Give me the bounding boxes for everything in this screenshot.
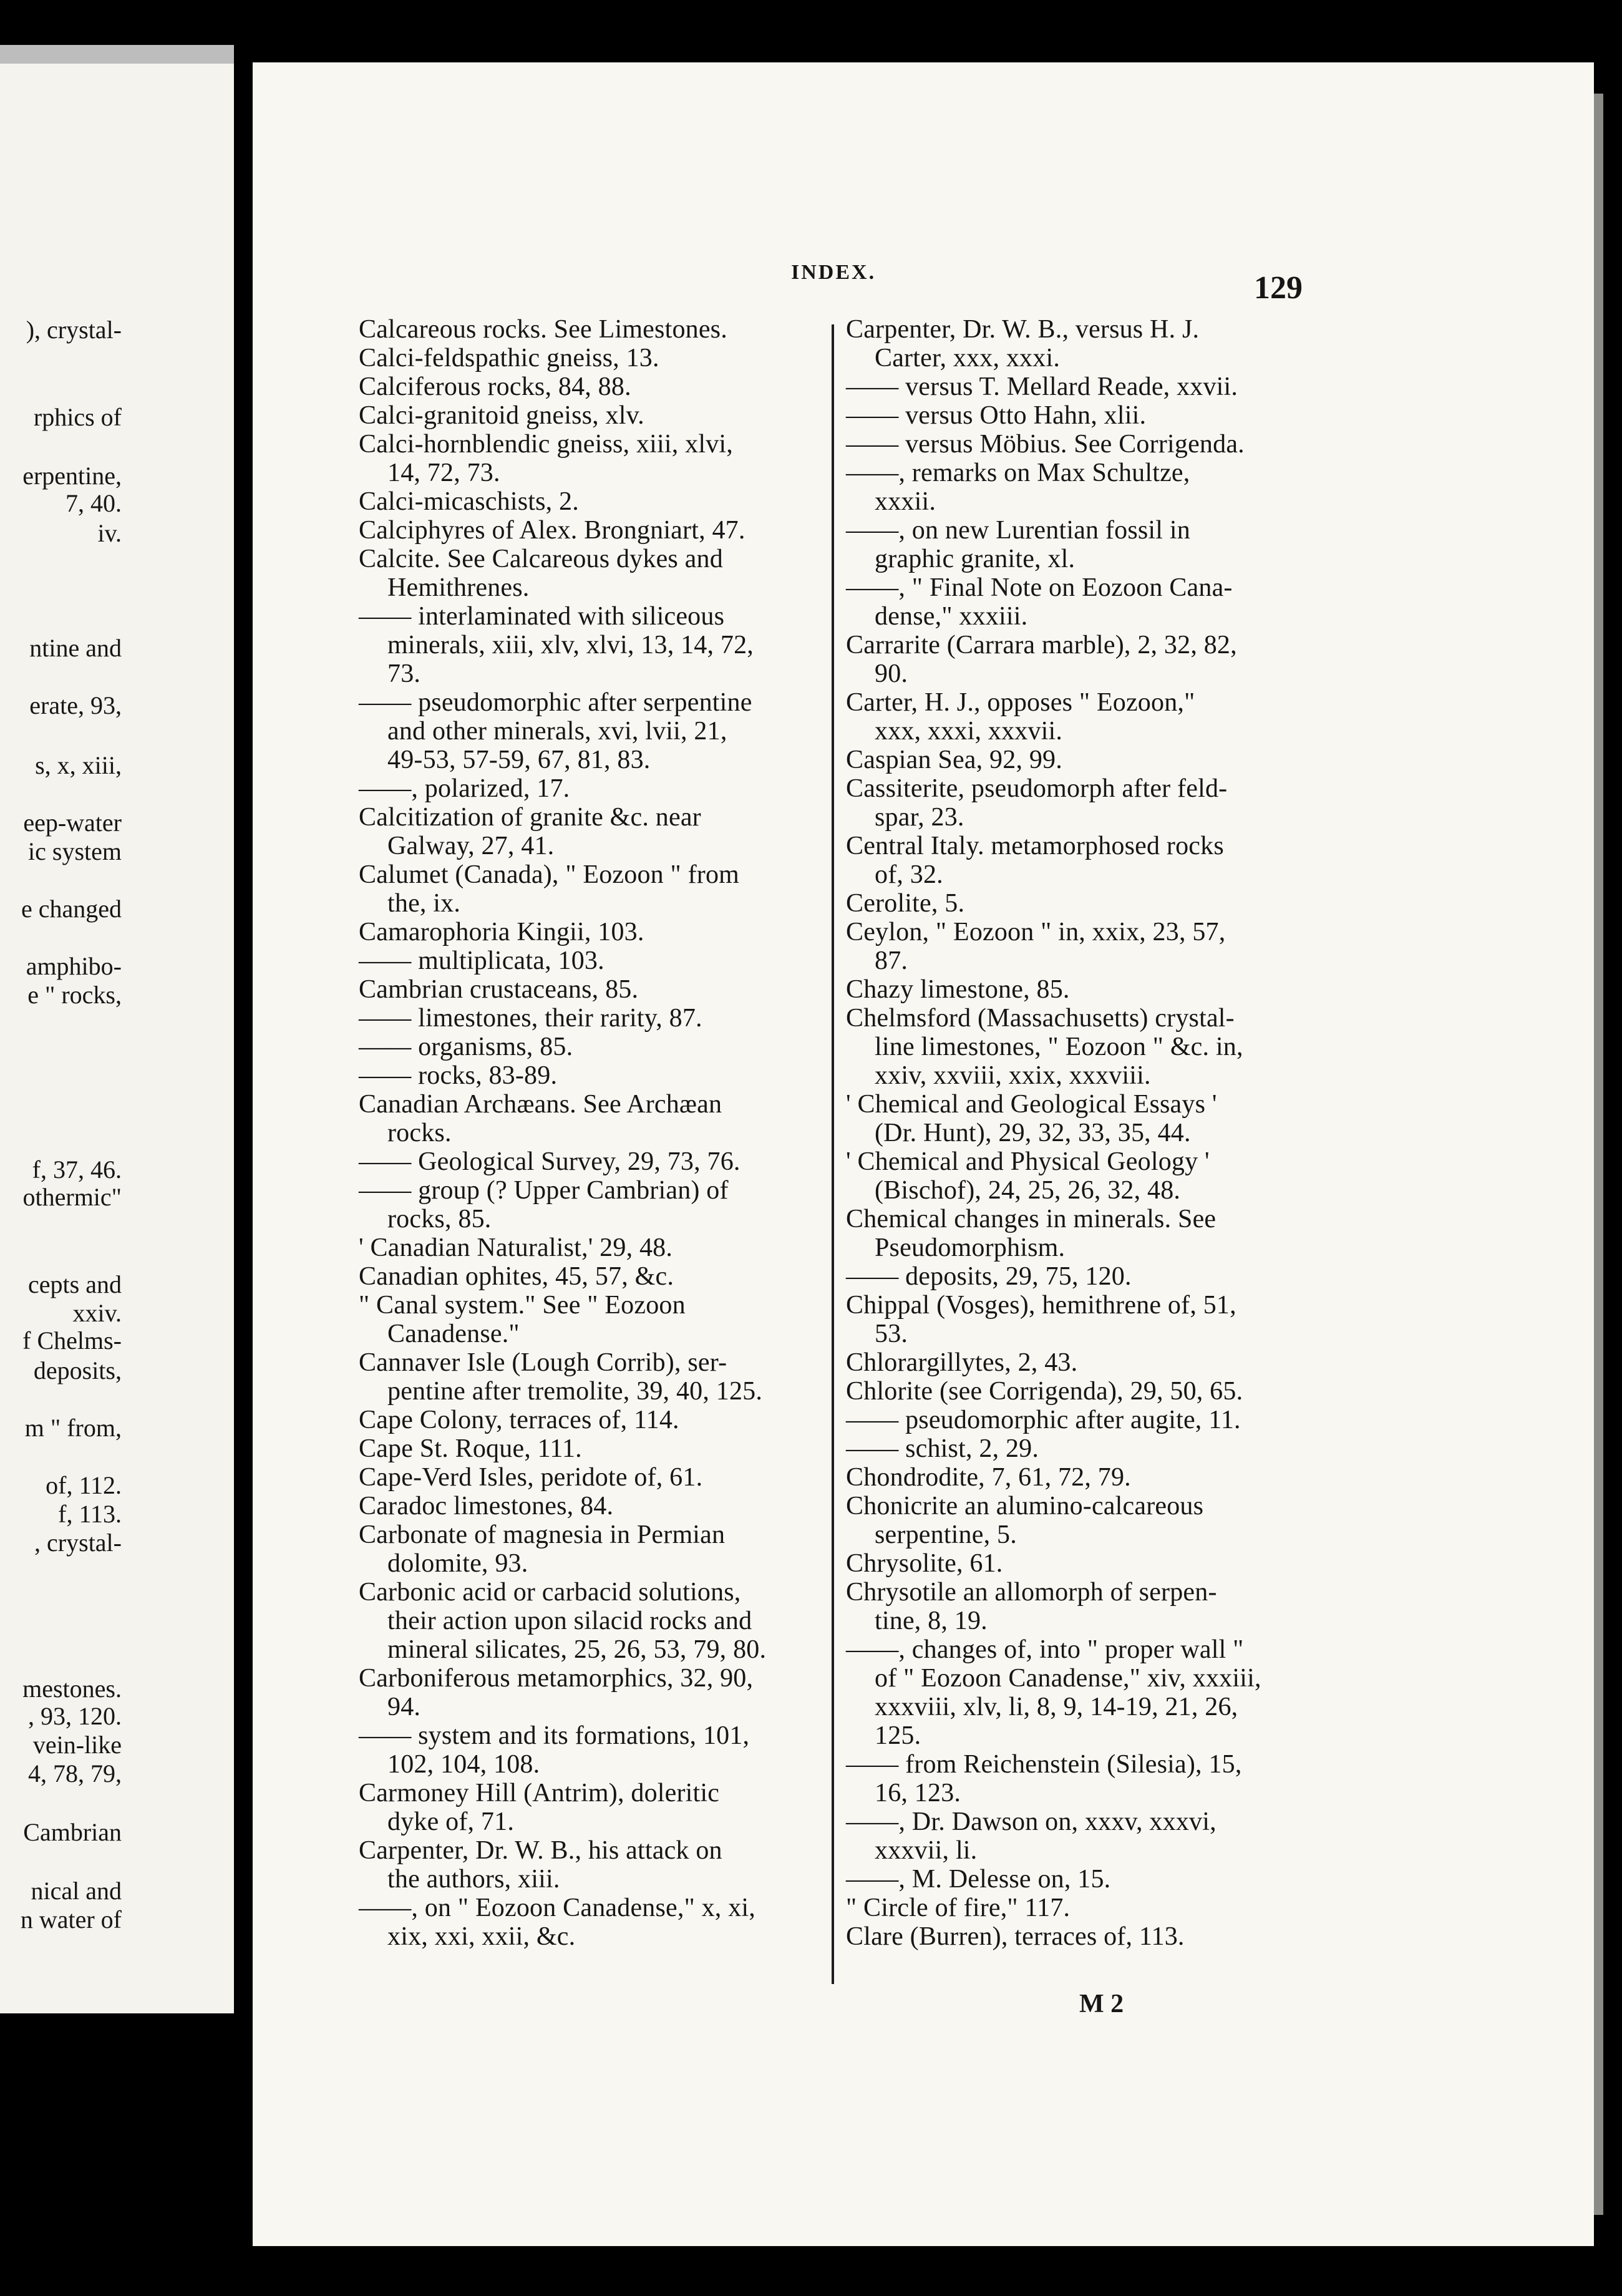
index-entry bbox=[359, 487, 766, 516]
page-number: 129 bbox=[1254, 270, 1303, 306]
index-entry-line: Cassiterite, pseudomorph after feld- bbox=[846, 774, 1228, 803]
left-page-line: Cambrian bbox=[23, 1818, 122, 1846]
index-entry bbox=[359, 1406, 766, 1434]
index-entry-line: Calci-granitoid gneiss, xlv. bbox=[359, 401, 644, 430]
index-entry-line: " Canal system." See " Eozoon bbox=[359, 1291, 686, 1320]
index-entry-line: Cape Colony, terraces of, 114. bbox=[359, 1406, 679, 1434]
left-page-line: erpentine, bbox=[22, 462, 122, 490]
index-entry-line: —— limestones, their rarity, 87. bbox=[359, 1004, 702, 1033]
index-entry-continuation: spar, 23. bbox=[875, 803, 964, 832]
index-entry-line: " Circle of fire," 117. bbox=[846, 1894, 1071, 1922]
index-entry-line: —— versus Möbius. See Corrigenda. bbox=[846, 430, 1245, 459]
index-entry bbox=[846, 1463, 1261, 1492]
index-entry bbox=[359, 1061, 766, 1090]
index-entry-continuation: their action upon silacid rocks and bbox=[387, 1607, 752, 1635]
index-entry-continuation: Hemithrenes. bbox=[387, 573, 530, 602]
index-entry bbox=[846, 1635, 1261, 1750]
index-entry-line: Calciferous rocks, 84, 88. bbox=[359, 372, 631, 401]
left-page-line: iv. bbox=[97, 519, 122, 547]
left-page-line: vein-like bbox=[32, 1731, 122, 1759]
index-entry-continuation: 49-53, 57-59, 67, 81, 83. bbox=[387, 746, 651, 774]
index-entry-line: Chlorargillytes, 2, 43. bbox=[846, 1348, 1078, 1377]
index-entry-continuation: serpentine, 5. bbox=[875, 1520, 1017, 1549]
index-entry-line: Chrysotile an allomorph of serpen- bbox=[846, 1578, 1217, 1607]
index-entry bbox=[359, 1721, 766, 1779]
index-entry bbox=[359, 1664, 766, 1721]
index-entry-continuation: 94. bbox=[387, 1693, 421, 1721]
index-entry-line: Central Italy. metamorphosed rocks bbox=[846, 832, 1224, 860]
index-entry bbox=[846, 1262, 1261, 1291]
index-entry bbox=[359, 774, 766, 803]
index-entry bbox=[846, 372, 1261, 401]
index-entry bbox=[846, 573, 1261, 631]
left-page-line: , crystal- bbox=[34, 1529, 122, 1557]
index-entry bbox=[846, 1549, 1261, 1578]
index-entry-continuation: dolomite, 93. bbox=[387, 1549, 528, 1578]
signature-mark: M 2 bbox=[1079, 1990, 1124, 2018]
left-page-line: nical and bbox=[31, 1877, 122, 1905]
index-entry-line: Clare (Burren), terraces of, 113. bbox=[846, 1922, 1185, 1951]
index-entry bbox=[359, 1578, 766, 1664]
index-column-right bbox=[846, 315, 1261, 1951]
index-entry-continuation: graphic granite, xl. bbox=[875, 545, 1076, 573]
index-entry bbox=[846, 1147, 1261, 1205]
index-entry bbox=[846, 401, 1261, 430]
index-entry-line: Calcite. See Calcareous dykes and bbox=[359, 545, 723, 573]
index-entry bbox=[846, 918, 1261, 975]
index-entry-line: Carbonic acid or carbacid solutions, bbox=[359, 1578, 741, 1607]
index-entry-line: —— system and its formations, 101, bbox=[359, 1721, 750, 1750]
index-entry-continuation: xix, xxi, xxii, &c. bbox=[387, 1922, 576, 1951]
index-entry-line: ' Canadian Naturalist,' 29, 48. bbox=[359, 1233, 673, 1262]
index-entry-line: Chondrodite, 7, 61, 72, 79. bbox=[846, 1463, 1131, 1492]
index-entry bbox=[359, 602, 766, 688]
index-entry-continuation: mineral silicates, 25, 26, 53, 79, 80. bbox=[387, 1635, 767, 1664]
index-entry bbox=[846, 1090, 1261, 1147]
index-entry bbox=[846, 315, 1261, 372]
index-entry-line: —— rocks, 83-89. bbox=[359, 1061, 558, 1090]
left-page-line: erate, 93, bbox=[29, 691, 122, 719]
index-entry bbox=[846, 1004, 1261, 1090]
index-entry-continuation: 14, 72, 73. bbox=[387, 459, 500, 487]
index-entry-continuation: dyke of, 71. bbox=[387, 1807, 515, 1836]
index-entry-line: ' Chemical and Physical Geology ' bbox=[846, 1147, 1210, 1176]
left-page-line: mestones. bbox=[22, 1675, 122, 1703]
left-page-line: f, 37, 46. bbox=[32, 1155, 122, 1184]
index-entry-line: —— organisms, 85. bbox=[359, 1033, 573, 1061]
index-entry-line: Carboniferous metamorphics, 32, 90, bbox=[359, 1664, 754, 1693]
index-entry-line: —— pseudomorphic after augite, 11. bbox=[846, 1406, 1241, 1434]
index-entry bbox=[846, 1434, 1261, 1463]
index-entry bbox=[846, 1377, 1261, 1406]
index-entry bbox=[359, 344, 766, 372]
running-header: INDEX. bbox=[791, 261, 877, 284]
index-entry-line: Chippal (Vosges), hemithrene of, 51, bbox=[846, 1291, 1236, 1320]
index-entry bbox=[359, 1291, 766, 1348]
index-entry-line: Canadian ophites, 45, 57, &c. bbox=[359, 1262, 674, 1291]
index-entry-line: Chlorite (see Corrigenda), 29, 50, 65. bbox=[846, 1377, 1243, 1406]
index-entry bbox=[359, 1463, 766, 1492]
index-entry-line: Carter, H. J., opposes " Eozoon," bbox=[846, 688, 1195, 717]
index-entry bbox=[359, 1779, 766, 1836]
index-entry bbox=[846, 1807, 1261, 1865]
index-entry-continuation: dense," xxxiii. bbox=[875, 602, 1028, 631]
index-entry-continuation: 16, 123. bbox=[875, 1779, 961, 1807]
left-page-line: xxiv. bbox=[72, 1299, 122, 1327]
index-entry bbox=[846, 1578, 1261, 1635]
index-entry bbox=[846, 1406, 1261, 1434]
index-entry-line: ——, M. Delesse on, 15. bbox=[846, 1865, 1111, 1894]
index-entry-continuation: (Dr. Hunt), 29, 32, 33, 35, 44. bbox=[875, 1119, 1191, 1147]
index-entry bbox=[846, 1492, 1261, 1549]
left-page-line: othermic" bbox=[22, 1183, 122, 1211]
index-entry-line: ' Chemical and Geological Essays ' bbox=[846, 1090, 1217, 1119]
index-entry-line: —— versus T. Mellard Reade, xxvii. bbox=[846, 372, 1238, 401]
index-entry-continuation: the authors, xiii. bbox=[387, 1865, 560, 1894]
index-entry-line: —— from Reichenstein (Silesia), 15, bbox=[846, 1750, 1242, 1779]
index-entry-continuation: pentine after tremolite, 39, 40, 125. bbox=[387, 1377, 763, 1406]
index-entry-continuation: xxx, xxxi, xxxvii. bbox=[875, 717, 1063, 746]
index-entry bbox=[359, 918, 766, 946]
left-page-line: f, 113. bbox=[58, 1500, 122, 1528]
index-entry-line: Calciphyres of Alex. Brongniart, 47. bbox=[359, 516, 745, 545]
index-entry bbox=[359, 1233, 766, 1262]
index-entry-line: Calci-hornblendic gneiss, xiii, xlvi, bbox=[359, 430, 733, 459]
index-entry-line: Calcareous rocks. See Limestones. bbox=[359, 315, 727, 344]
index-entry bbox=[359, 1090, 766, 1147]
index-entry bbox=[359, 1262, 766, 1291]
index-entry-line: —— versus Otto Hahn, xlii. bbox=[846, 401, 1147, 430]
index-entry-continuation: 87. bbox=[875, 946, 908, 975]
index-entry-line: —— group (? Upper Cambrian) of bbox=[359, 1176, 729, 1205]
index-entry bbox=[359, 1492, 766, 1520]
index-entry bbox=[846, 832, 1261, 889]
index-entry-line: Carmoney Hill (Antrim), doleritic bbox=[359, 1779, 720, 1807]
index-entry bbox=[846, 1205, 1261, 1262]
index-entry-line: —— pseudomorphic after serpentine bbox=[359, 688, 752, 717]
index-entry-line: ——, on new Lurentian fossil in bbox=[846, 516, 1190, 545]
index-entry bbox=[846, 631, 1261, 688]
index-entry bbox=[846, 889, 1261, 918]
index-entry bbox=[359, 545, 766, 602]
index-entry-line: —— Geological Survey, 29, 73, 76. bbox=[359, 1147, 741, 1176]
left-page-line: 4, 78, 79, bbox=[28, 1759, 122, 1788]
index-entry-continuation: minerals, xiii, xlv, xlvi, 13, 14, 72, bbox=[387, 631, 754, 659]
index-entry bbox=[359, 1894, 766, 1951]
column-rule bbox=[832, 324, 834, 1984]
index-entry bbox=[846, 1291, 1261, 1348]
index-entry-continuation: 125. bbox=[875, 1721, 921, 1750]
index-entry-continuation: and other minerals, xvi, lvii, 21, bbox=[387, 717, 727, 746]
index-entry-continuation: xxxii. bbox=[875, 487, 936, 516]
left-page-line: amphibo- bbox=[26, 952, 122, 980]
index-entry-line: Calci-micaschists, 2. bbox=[359, 487, 579, 516]
left-page-line: of, 112. bbox=[46, 1471, 122, 1499]
left-page-line: deposits, bbox=[33, 1356, 122, 1384]
index-entry-line: ——, on " Eozoon Canadense," x, xi, bbox=[359, 1894, 755, 1922]
index-entry-line: Cape St. Roque, 111. bbox=[359, 1434, 582, 1463]
left-page-line: ic system bbox=[28, 837, 122, 865]
left-page-line: , 93, 120. bbox=[28, 1702, 122, 1730]
index-entry bbox=[359, 430, 766, 487]
left-page-line: e " rocks, bbox=[27, 981, 122, 1009]
index-entry bbox=[846, 459, 1261, 516]
index-entry bbox=[359, 1147, 766, 1176]
index-entry-continuation: 102, 104, 108. bbox=[387, 1750, 540, 1779]
index-entry-line: Calcitization of granite &c. near bbox=[359, 803, 701, 832]
index-entry-line: Calci-feldspathic gneiss, 13. bbox=[359, 344, 659, 372]
index-entry bbox=[359, 516, 766, 545]
index-entry-line: —— interlaminated with siliceous bbox=[359, 602, 725, 631]
index-entry bbox=[359, 860, 766, 918]
index-entry-continuation: Canadense." bbox=[387, 1320, 520, 1348]
index-entry-line: Carpenter, Dr. W. B., his attack on bbox=[359, 1836, 722, 1865]
index-entry-continuation: 73. bbox=[387, 659, 421, 688]
index-entry bbox=[359, 1004, 766, 1033]
index-entry-continuation: of " Eozoon Canadense," xiv, xxxiii, bbox=[875, 1664, 1261, 1693]
left-page-line: f Chelms- bbox=[22, 1326, 122, 1355]
index-entry bbox=[846, 1894, 1261, 1922]
index-entry-line: Calumet (Canada), " Eozoon " from bbox=[359, 860, 740, 889]
index-entry-line: Carpenter, Dr. W. B., versus H. J. bbox=[846, 315, 1200, 344]
index-entry bbox=[359, 975, 766, 1004]
left-page-line: 7, 40. bbox=[66, 489, 122, 517]
index-entry bbox=[846, 516, 1261, 573]
index-entry-line: Caspian Sea, 92, 99. bbox=[846, 746, 1062, 774]
index-entry-continuation: Pseudomorphism. bbox=[875, 1233, 1066, 1262]
index-entry bbox=[846, 1865, 1261, 1894]
index-entry bbox=[359, 803, 766, 860]
left-page-line: e changed bbox=[21, 895, 122, 923]
left-page-line: rphics of bbox=[33, 403, 122, 431]
index-entry bbox=[359, 1434, 766, 1463]
left-page-line: ntine and bbox=[29, 634, 122, 662]
index-entry bbox=[359, 372, 766, 401]
index-entry-line: Carrarite (Carrara marble), 2, 32, 82, bbox=[846, 631, 1237, 659]
index-entry-line: ——, polarized, 17. bbox=[359, 774, 570, 803]
index-entry-line: ——, changes of, into " proper wall " bbox=[846, 1635, 1244, 1664]
index-entry bbox=[359, 401, 766, 430]
index-entry-line: Cannaver Isle (Lough Corrib), ser- bbox=[359, 1348, 727, 1377]
index-entry-line: Chelmsford (Massachusetts) crystal- bbox=[846, 1004, 1235, 1033]
index-entry-line: ——, " Final Note on Eozoon Cana- bbox=[846, 573, 1233, 602]
index-entry-line: Chazy limestone, 85. bbox=[846, 975, 1070, 1004]
index-entry-continuation: of, 32. bbox=[875, 860, 943, 889]
left-page-line: n water of bbox=[20, 1905, 122, 1934]
index-entry-continuation: line limestones, " Eozoon " &c. in, bbox=[875, 1033, 1243, 1061]
index-entry-continuation: xxiv, xxviii, xxix, xxxviii. bbox=[875, 1061, 1151, 1090]
index-entry-line: —— deposits, 29, 75, 120. bbox=[846, 1262, 1132, 1291]
index-entry bbox=[359, 1176, 766, 1233]
index-entry-line: —— schist, 2, 29. bbox=[846, 1434, 1039, 1463]
index-entry-line: Chonicrite an alumino-calcareous bbox=[846, 1492, 1204, 1520]
index-entry bbox=[359, 315, 766, 344]
left-page-line: s, x, xiii, bbox=[35, 751, 122, 779]
index-entry-line: Cape-Verd Isles, peridote of, 61. bbox=[359, 1463, 703, 1492]
index-entry bbox=[359, 1520, 766, 1578]
index-entry-continuation: 90. bbox=[875, 659, 908, 688]
index-entry bbox=[846, 774, 1261, 832]
index-entry-line: Caradoc limestones, 84. bbox=[359, 1492, 614, 1520]
index-entry bbox=[359, 688, 766, 774]
index-entry-continuation: rocks. bbox=[387, 1119, 452, 1147]
left-page-text bbox=[0, 0, 234, 2296]
index-entry bbox=[846, 688, 1261, 746]
left-page-line: m " from, bbox=[24, 1414, 122, 1442]
left-page-line: eep-water bbox=[23, 809, 122, 837]
index-entry bbox=[846, 746, 1261, 774]
index-entry-continuation: (Bischof), 24, 25, 26, 32, 48. bbox=[875, 1176, 1181, 1205]
index-column-left bbox=[359, 315, 766, 1951]
index-entry-line: Chrysolite, 61. bbox=[846, 1549, 1003, 1578]
index-entry-line: Cerolite, 5. bbox=[846, 889, 965, 918]
left-page-line: cepts and bbox=[28, 1270, 122, 1298]
index-entry bbox=[846, 1922, 1261, 1951]
index-entry-continuation: xxxviii, xlv, li, 8, 9, 14-19, 21, 26, bbox=[875, 1693, 1238, 1721]
index-entry-line: Canadian Archæans. See Archæan bbox=[359, 1090, 722, 1119]
index-entry-line: —— multiplicata, 103. bbox=[359, 946, 605, 975]
index-entry-continuation: Carter, xxx, xxxi. bbox=[875, 344, 1061, 372]
index-entry-line: ——, remarks on Max Schultze, bbox=[846, 459, 1190, 487]
index-entry-continuation: the, ix. bbox=[387, 889, 461, 918]
index-entry-line: Ceylon, " Eozoon " in, xxix, 23, 57, bbox=[846, 918, 1226, 946]
index-entry-continuation: Galway, 27, 41. bbox=[387, 832, 555, 860]
index-entry-line: Cambrian crustaceans, 85. bbox=[359, 975, 639, 1004]
index-entry bbox=[846, 1750, 1261, 1807]
index-entry-line: Chemical changes in minerals. See bbox=[846, 1205, 1216, 1233]
index-entry-continuation: rocks, 85. bbox=[387, 1205, 492, 1233]
left-page-line: ), crystal- bbox=[26, 316, 122, 344]
index-entry bbox=[846, 430, 1261, 459]
index-entry bbox=[846, 975, 1261, 1004]
index-entry-line: Camarophoria Kingii, 103. bbox=[359, 918, 644, 946]
index-entry-continuation: tine, 8, 19. bbox=[875, 1607, 988, 1635]
index-entry bbox=[846, 1348, 1261, 1377]
index-entry-continuation: xxxvii, li. bbox=[875, 1836, 978, 1865]
index-entry-continuation: 53. bbox=[875, 1320, 908, 1348]
index-entry-line: Carbonate of magnesia in Permian bbox=[359, 1520, 726, 1549]
index-entry-line: ——, Dr. Dawson on, xxxv, xxxvi, bbox=[846, 1807, 1216, 1836]
index-entry bbox=[359, 946, 766, 975]
index-entry bbox=[359, 1836, 766, 1894]
index-entry bbox=[359, 1033, 766, 1061]
index-entry bbox=[359, 1348, 766, 1406]
